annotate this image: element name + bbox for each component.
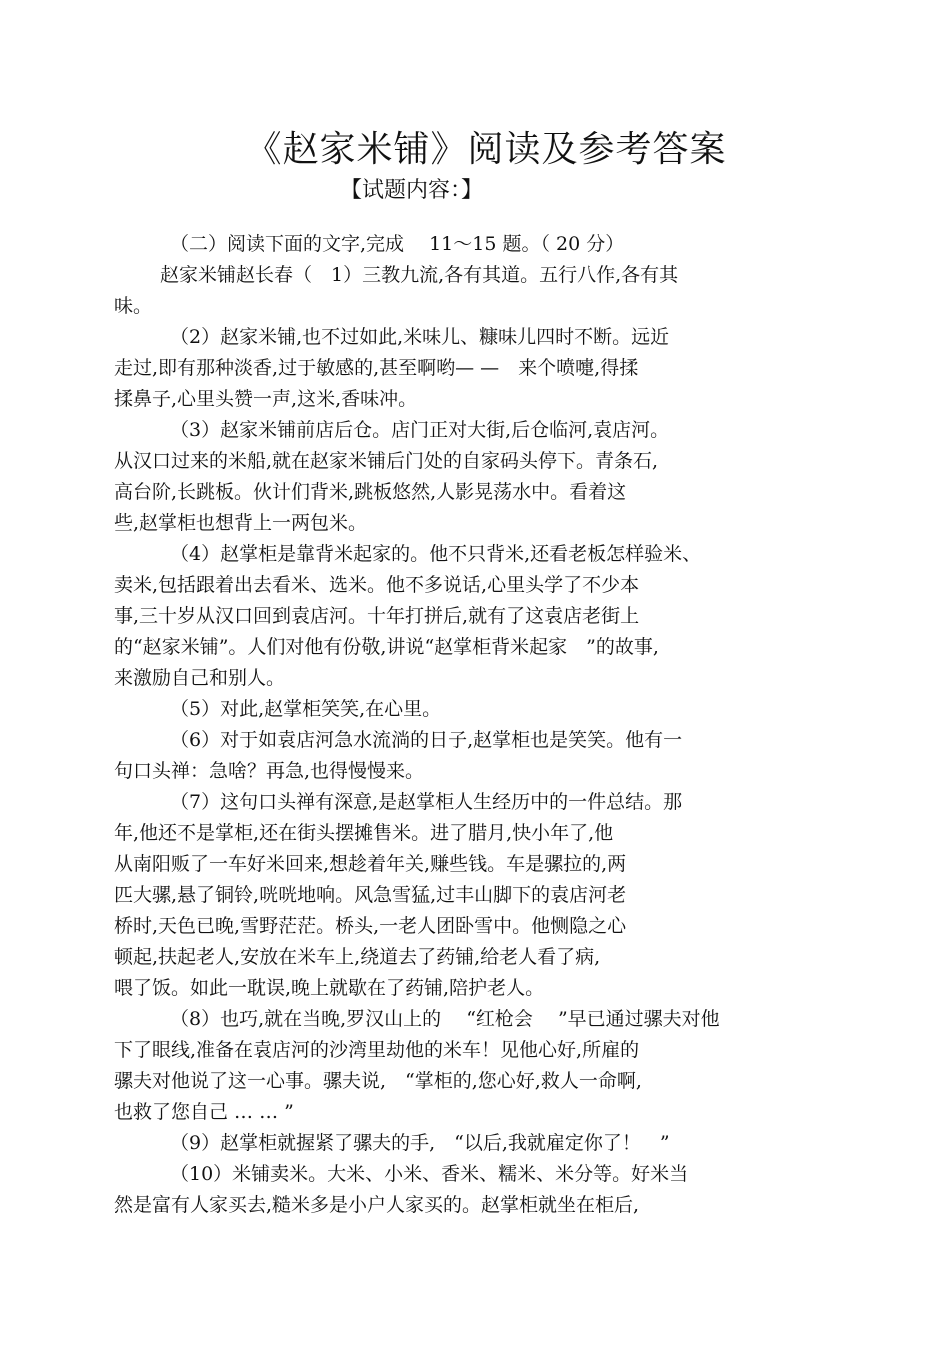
text-line: （3）赵家米铺前店后仓。店门正对大街,后仓临河,袁店河。	[170, 419, 670, 441]
text-line: 走过,即有那种淡香,过于敏感的,甚至啊哟— — 来个喷嚏,得揉	[114, 357, 639, 379]
text-line: （4）赵掌柜是靠背米起家的。他不只背米,还看老板怎样验米、	[170, 543, 702, 565]
text-line: 来激励自己和别人。	[114, 667, 286, 689]
text-line: 也救了您自己 … … ”	[114, 1101, 294, 1123]
text-line: 味。	[114, 295, 153, 317]
text-line: 顿起,扶起老人,安放在米车上,绕道去了药铺,给老人看了病,	[114, 946, 601, 968]
text-line: 骡夫对他说了这一心事。骡夫说, “掌柜的,您心好,救人一命啊,	[114, 1070, 642, 1092]
document-body	[114, 229, 794, 1221]
text-line: （二）阅读下面的文字,完成 11～15 题。（ 20 分）	[170, 233, 625, 255]
text-line: 些,赵掌柜也想背上一两包米。	[114, 512, 368, 534]
text-line: 桥时,天色已晚,雪野茫茫。桥头,一老人团卧雪中。他恻隐之心	[114, 915, 627, 937]
text-line: 然是富有人家买去,糙米多是小户人家买的。赵掌柜就坐在柜后,	[114, 1194, 640, 1216]
document-subtitle: 【试题内容：】	[340, 178, 484, 203]
text-line: （6）对于如袁店河急水流淌的日子,赵掌柜也是笑笑。他有一	[170, 729, 683, 751]
text-line: （2）赵家米铺,也不过如此,米味儿、糠味儿四时不断。远近	[170, 326, 670, 348]
text-line: 的“赵家米铺”。人们对他有份敬,讲说“赵掌柜背米起家 ”的故事,	[114, 636, 659, 658]
text-line: 揉鼻子,心里头赞一声,这米,香味冲。	[114, 388, 418, 410]
text-line: （9）赵掌柜就握紧了骡夫的手, “以后,我就雇定你了！ ”	[170, 1132, 670, 1154]
text-line: 从汉口过来的米船,就在赵家米铺后门处的自家码头停下。青条石,	[114, 450, 659, 472]
text-line: （8）也巧,就在当晚,罗汉山上的 “红枪会 ”早已通过骡夫对他	[170, 1008, 720, 1030]
text-line: （10）米铺卖米。大米、小米、香米、糯米、米分等。好米当	[170, 1163, 689, 1185]
text-line: 事,三十岁从汉口回到袁店河。十年打拼后,就有了这袁店老街上	[114, 605, 640, 627]
text-line: （5）对此,赵掌柜笑笑,在心里。	[170, 698, 442, 720]
document-title: 《赵家米铺》阅读及参考答案	[245, 129, 727, 170]
text-line: 从南阳贩了一车好米回来,想趁着年关,赚些钱。车是骡拉的,两	[114, 853, 627, 875]
text-line: 年,他还不是掌柜,还在街头摆摊售米。进了腊月,快小年了,他	[114, 822, 614, 844]
text-line: 赵家米铺赵长春（ 1）三教九流,各有其道。五行八作,各有其	[160, 264, 679, 286]
text-line: 高台阶,长跳板。伙计们背米,跳板悠然,人影晃荡水中。看着这	[114, 481, 627, 503]
text-line: 卖米,包括跟着出去看米、选米。他不多说话,心里头学了不少本	[114, 574, 640, 596]
text-line: 匹大骡,悬了铜铃,咣咣地响。风急雪猛,过丰山脚下的袁店河老	[114, 884, 627, 906]
text-line: 下了眼线,准备在袁店河的沙湾里劫他的米车！见他心好,所雇的	[114, 1039, 640, 1061]
text-line: 句口头禅：急啥？再急,也得慢慢来。	[114, 760, 425, 782]
text-line: 喂了饭。如此一耽误,晚上就歇在了药铺,陪护老人。	[114, 977, 545, 999]
text-line: （7）这句口头禅有深意,是赵掌柜人生经历中的一件总结。那	[170, 791, 683, 813]
